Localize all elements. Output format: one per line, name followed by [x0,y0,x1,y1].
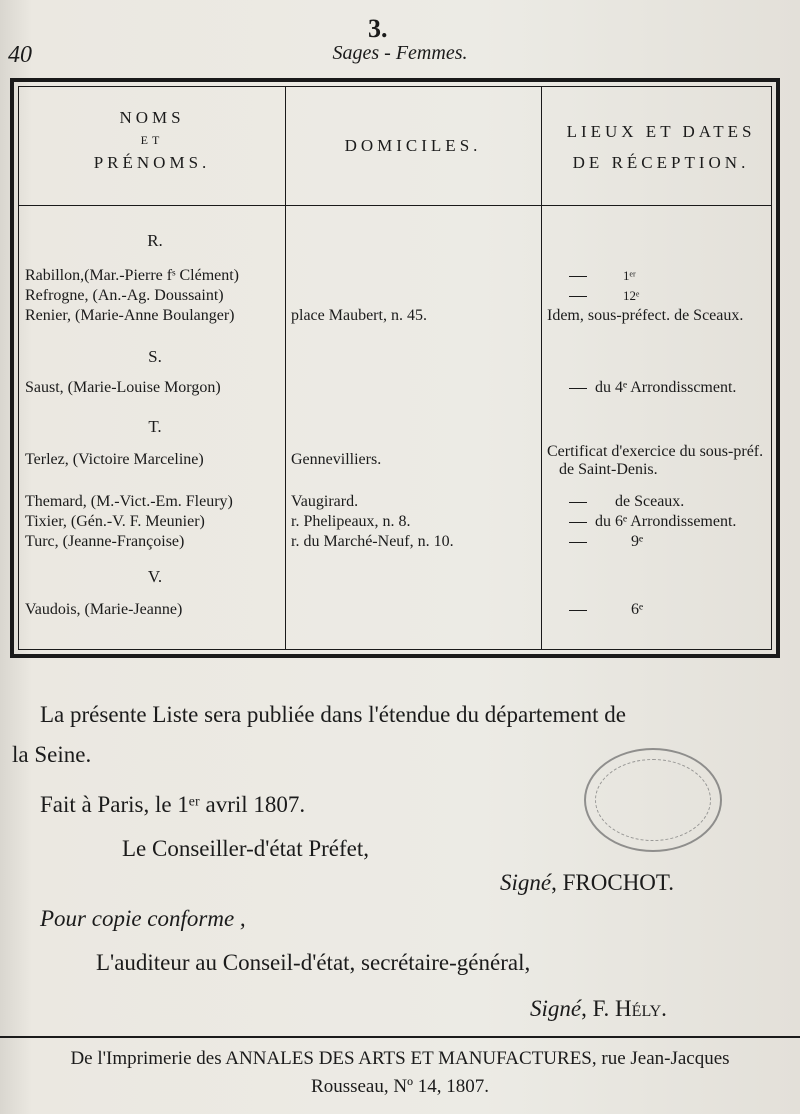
header-lieux: LIEUX ET DATES DE RÉCEPTION. [566,122,756,172]
entry-lieu-continued: de Saint-Denis. [559,461,658,478]
entry-lieu: du 6ᵉ Arrondissement. [569,513,736,531]
entry-name: Rabillon,(Mar.-Pierre fˢ Clément) [25,267,240,284]
entry-domicile: Vaugirard. [291,493,359,510]
entry-domicile: place Maubert, n. 45. [291,307,427,324]
table-inner-border [18,86,772,650]
entry-name: Saust, (Marie-Louise Morgon) [25,379,221,396]
entry-name: Terlez, (Victoire Marceline) [25,451,204,468]
entry-domicile: r. du Marché-Neuf, n. 10. [291,533,454,550]
entry-lieu: du 4ᵉ Arrondisscment. [569,379,736,397]
header-noms: NOMS ET PRÉNOMS. [93,108,211,172]
handwritten-mark: 3. [368,14,388,43]
copy-conform: Pour copie conforme , [40,906,246,931]
footer-rule [0,1036,800,1038]
entry-lieu: Idem, sous-préfect. de Sceaux. [547,307,744,324]
section-letter: R. [147,231,163,250]
entry-name: Renier, (Marie-Anne Boulanger) [25,307,235,324]
entry-domicile: r. Phelipeaux, n. 8. [291,513,411,530]
entry-lieu: 1ᵉʳ [569,267,636,285]
section-letter: V. [147,567,163,586]
date-line: Fait à Paris, le 1ᵉʳ avril 1807. [40,792,306,817]
entry-name: Tixier, (Gén.-V. F. Meunier) [25,513,205,530]
signature-hely: Signé, F. Hély. [530,996,667,1021]
signature-frochot: Signé, FROCHOT. [500,870,675,895]
header-divider [19,205,771,206]
section-letter: S. [148,347,162,366]
entry-name: Turc, (Jeanne-Françoise) [25,533,185,550]
entry-lieu: 9ᵉ [569,533,643,551]
registry-table [10,78,780,658]
prefect-title: Le Conseiller-d'état Préfet, [122,836,370,861]
publication-notice: La présente Liste sera publiée dans l'étendue du département de [40,702,626,727]
running-head: Sages - Femmes. [332,42,468,64]
imprint-line-2: Rousseau, Nº 14, 1807. [311,1076,489,1097]
entry-name: Refrogne, (An.-Ag. Doussaint) [25,287,224,304]
section-letter: T. [148,417,162,436]
entry-lieu: de Sceaux. [569,493,684,511]
publication-notice-continued: la Seine. [12,742,92,767]
entry-lieu: 12ᵉ [569,287,639,305]
imprint-line: De l'Imprimerie des ANNALES DES ARTS ET MANUFACTURES, rue Jean-Jacques [70,1048,730,1069]
auditeur-title: L'auditeur au Conseil-d'état, secrétaire-général, [96,950,531,975]
entry-name: Themard, (M.-Vict.-Em. Fleury) [25,493,233,510]
entry-name: Vaudois, (Marie-Jeanne) [25,601,183,618]
column-divider [285,87,286,649]
entry-lieu: 6ᵉ [569,601,643,619]
library-stamp-icon [584,748,722,852]
header-domiciles: DOMICILES. [344,136,482,155]
entry-lieu: Certificat d'exercice du sous-préf. [547,443,764,460]
entry-domicile: Gennevilliers. [291,451,382,468]
page-number: 40 [8,42,32,68]
